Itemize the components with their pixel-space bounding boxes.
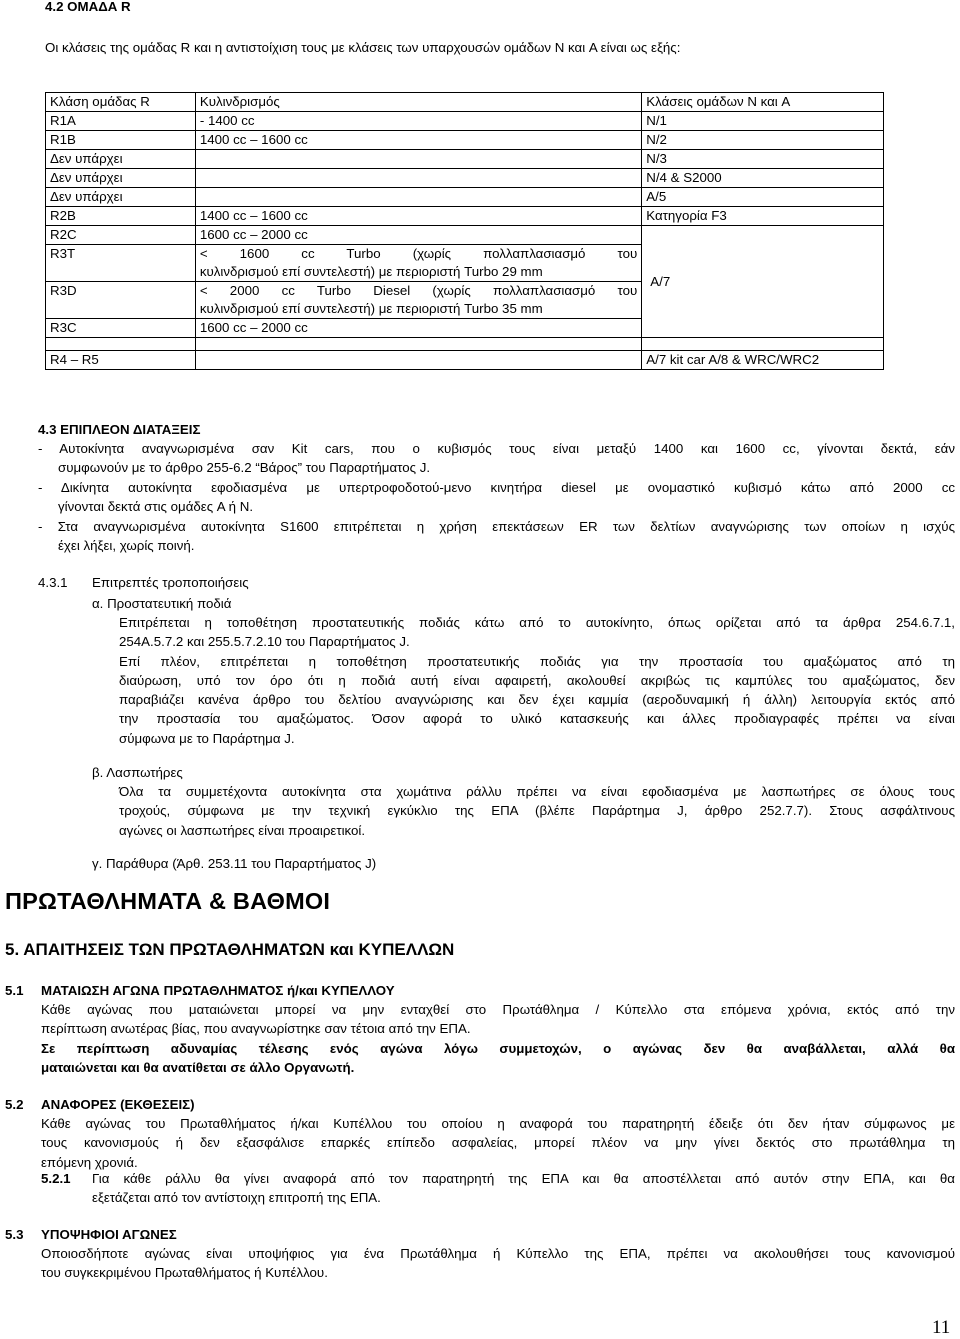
table-cell: N/1 xyxy=(642,112,884,131)
table-row xyxy=(46,169,884,188)
table-row xyxy=(46,131,884,150)
table-cell: N/3 xyxy=(642,150,884,169)
table-cell: Δεν υπάρχει xyxy=(46,188,196,207)
page-number: 11 xyxy=(932,1317,951,1338)
table-header-row xyxy=(46,93,884,112)
section-title-5: 5. ΑΠΑΙΤΗΣΕΙΣ ΤΩΝ ΠΡΩΤΑΘΛΗΜΑΤΩΝ και ΚΥΠΕΛΛΩΝ xyxy=(5,940,455,959)
table-row xyxy=(46,226,884,245)
section-text-5-2: Κάθε αγώνας του Πρωταθλήματος ή/και Κυπέλλου του οποίου η αναφορά του παρατηρητή έδειξε ότι δεν ήταν σύμφωνος με τους κανονισμούς ή δεν εξασφάλισε επαρκές επίπεδο ασφαλείας, μπορεί πλέον να μην γίνει δεκτός στο πρωτάθλημα τη επόμενη χρονιά. xyxy=(41,1116,955,1170)
table-cell: R3T xyxy=(46,245,196,282)
section-title-5-1: ΜΑΤΑΙΩΣΗ ΑΓΩΝΑ ΠΡΩΤΑΘΛΗΜΑΤΟΣ ή/και ΚΥΠΕΛΛΟΥ xyxy=(41,983,395,998)
bullet-kit-cars: - Αυτοκίνητα αναγνωρισμένα σαν Kit cars, που ο κυβισμός τους είναι μεταξύ 1400 και 1600 cc, γίνονται δεκτά, εάν συμφωνούν με το άρθρο 255-6.2 “Βάρος” του Παραρτήματος J. xyxy=(38,441,955,476)
main-heading: ΠΡΩΤΑΘΛΗΜΑΤΑ & ΒΑΘΜΟΙ xyxy=(5,888,331,914)
section-text-5-2-1: Για κάθε ράλλυ θα γίνει αναφορά από τον παρατηρητή της ΕΠΑ και θα αποστέλλεται από αυτόν στην ΕΠΑ, και θα εξετάζεται από τον αντίστοιχη επιτροπή της ΕΠΑ. xyxy=(92,1171,955,1206)
table-row xyxy=(46,112,884,131)
header-cell: Κλάσεις ομάδων N και A xyxy=(642,93,884,112)
header-cell: Κλάση ομάδας R xyxy=(46,93,196,112)
item-b-text: Όλα τα συμμετέχοντα αυτοκίνητα στα χωμάτινα ράλλυ πρέπει να είναι εφοδιασμένα με λασπωτήρες σε όλους τους τροχούς, σύμφωνα με την τεχνική εγκύκλιο της ΕΠΑ (βλέπε Παράρτημα J, άρθρο 252.7.7). Στους ασφάλτινους αγώνες οι λασπωτήρες είναι προαιρετικοί. xyxy=(119,784,955,838)
subsection-title-4-3-1: Επιτρεπτές τροποποιήσεις xyxy=(92,575,249,590)
header-cell: Κυλινδρισμός xyxy=(195,93,641,112)
table-cell xyxy=(195,188,641,207)
table-cell xyxy=(195,150,641,169)
table-cell: < 2000 cc Turbo Diesel (χωρίς πολλαπλασιασμό του κυλινδρισμού επί συντελεστή) με περιοριστή Turbo 35 mm xyxy=(195,282,641,319)
item-c-label: γ. Παράθυρα (Άρθ. 253.11 του Παραρτήματος J) xyxy=(92,856,377,871)
section-title-4-3: 4.3 ΕΠΙΠΛΕΟΝ ΔΙΑΤΑΞΕΙΣ xyxy=(38,422,201,437)
table-cell: R3D xyxy=(46,282,196,319)
table-cell: 1400 cc – 1600 cc xyxy=(195,207,641,226)
subsection-number-4-3-1: 4.3.1 xyxy=(38,575,68,590)
section-number-5-2: 5.2 xyxy=(5,1097,24,1112)
bullet-s1600: - Στα αναγνωρισμένα αυτοκίνητα S1600 επιτρέπεται η χρήση επεκτάσεων ER των δελτίων αναγνώρισης των οποίων η ισχύς έχει λήξει, χωρίς ποινή. xyxy=(38,519,955,554)
table-cell xyxy=(195,351,641,370)
table-cell: 1600 cc – 2000 cc xyxy=(195,226,641,245)
table-cell: R1B xyxy=(46,131,196,150)
table-row xyxy=(46,207,884,226)
table-cell: A/5 xyxy=(642,188,884,207)
table-cell: R1A xyxy=(46,112,196,131)
table-row xyxy=(46,188,884,207)
table-cell: R2C xyxy=(46,226,196,245)
section-text-5-3: Οποιοσδήποτε αγώνας είναι υποψήφιος για ένα Πρωτάθλημα ή Κύπελλο της ΕΠΑ, πρέπει να ακολουθήσει τους κανονισμού του συγκεκριμένου Πρωταθλήματος ή Κυπέλλου. xyxy=(41,1246,955,1281)
section-intro: Οι κλάσεις της ομάδας R και η αντιστοίχιση τους με κλάσεις των υπαρχουσών ομάδων N και A είναι ως εξής: xyxy=(45,40,681,55)
item-a-label: α. Προστατευτική ποδιά xyxy=(92,596,232,611)
section-number-5-2-1: 5.2.1 xyxy=(41,1171,71,1186)
class-table xyxy=(45,92,884,370)
item-a-text: Επιτρέπεται η τοποθέτηση προστατευτικής ποδιάς κάτω από το αυτοκίνητο, όπως ορίζεται από τα άρθρα 254.6.7.1, 254A.5.7.2 και 255.5.7.2.10 του Παραρτήματος J. Επί πλέον, επιτρέπεται η τοποθέτηση προστατευτικής ποδιάς για την προστασία του αμαξώματος από τη διαύρωση, υπό τον όρο ότι η ποδιά αυτή είναι αφαιρετή, ακολουθεί ακριβώς τις καμπύλες του αμαξώματος, δεν παραβιάζει κανένα άρθρο του δελτίου αναγνώρισης και δεν έχει καμμία (αεροδυναμική ή άλλη) λειτουργία εκτός από την προστασία του αμαξώματος. Όσον αφορά το υλικό κατασκευής και άλλες προδιαγραφές πρέπει να είναι σύμφωνα με το Παράρτημα J. xyxy=(119,615,955,746)
table-cell: N/4 & S2000 xyxy=(642,169,884,188)
section-text-5-1: Κάθε αγώνας που ματαιώνεται μπορεί να μην ενταχθεί στο Πρωτάθλημα / Κύπελλο στα επόμενα χρόνια, εκτός από την περίπτωση ανωτέρας βίας, που αναγνωρίστηκε σαν τέτοια από την ΕΠΑ. Σε περίπτωση αδυναμίας τέλεσης ενός αγώνα λόγω συμμετοχών, ο αγώνας δεν θα αναβάλλεται, αλλά θα ματαιώνεται και θα ανατίθεται σε άλλο Οργανωτή. xyxy=(41,1002,955,1075)
table-cell: Δεν υπάρχει xyxy=(46,150,196,169)
item-b-label: β. Λασπωτήρες xyxy=(92,765,183,780)
table-row xyxy=(46,351,884,370)
bullet-diesel: - Δικίνητα αυτοκίνητα εφοδιασμένα με υπερτροφοδοτού-μενο κινητήρα diesel με ονομαστικό κυβισμό κάτω από 2000 cc γίνονται δεκτά στις ομάδες A ή N. xyxy=(38,480,955,515)
section-title-5-2: ΑΝΑΦΟΡΕΣ (ΕΚΘΕΣΕΙΣ) xyxy=(41,1097,195,1112)
table-cell: N/2 xyxy=(642,131,884,150)
table-cell: 1600 cc – 2000 cc xyxy=(195,319,641,338)
table-cell xyxy=(195,169,641,188)
table-cell: R3C xyxy=(46,319,196,338)
table-cell: Κατηγορία F3 xyxy=(642,207,884,226)
table-cell: Δεν υπάρχει xyxy=(46,169,196,188)
table-cell: < 1600 cc Turbo (χωρίς πολλαπλασιασμό του κυλινδρισμού επί συντελεστή) με περιοριστή Turbo 29 mm xyxy=(195,245,641,282)
table-cell: 1400 cc – 1600 cc xyxy=(195,131,641,150)
table-cell: R2B xyxy=(46,207,196,226)
section-number-5-3: 5.3 xyxy=(5,1227,24,1242)
table-row-spacer xyxy=(46,338,884,351)
table-cell: R4 – R5 xyxy=(46,351,196,370)
table-cell: - 1400 cc xyxy=(195,112,641,131)
table-cell: A/7 kit car A/8 & WRC/WRC2 xyxy=(642,351,884,370)
table-cell-r3-group: A/7 xyxy=(642,226,884,338)
section-title-5-3: ΥΠΟΨΗΦΙΟΙ ΑΓΩΝΕΣ xyxy=(41,1227,177,1242)
section-number-5-1: 5.1 xyxy=(5,983,24,998)
table-row xyxy=(46,150,884,169)
section-title-4-2: 4.2 ΟΜΑΔΑ R xyxy=(45,0,131,14)
